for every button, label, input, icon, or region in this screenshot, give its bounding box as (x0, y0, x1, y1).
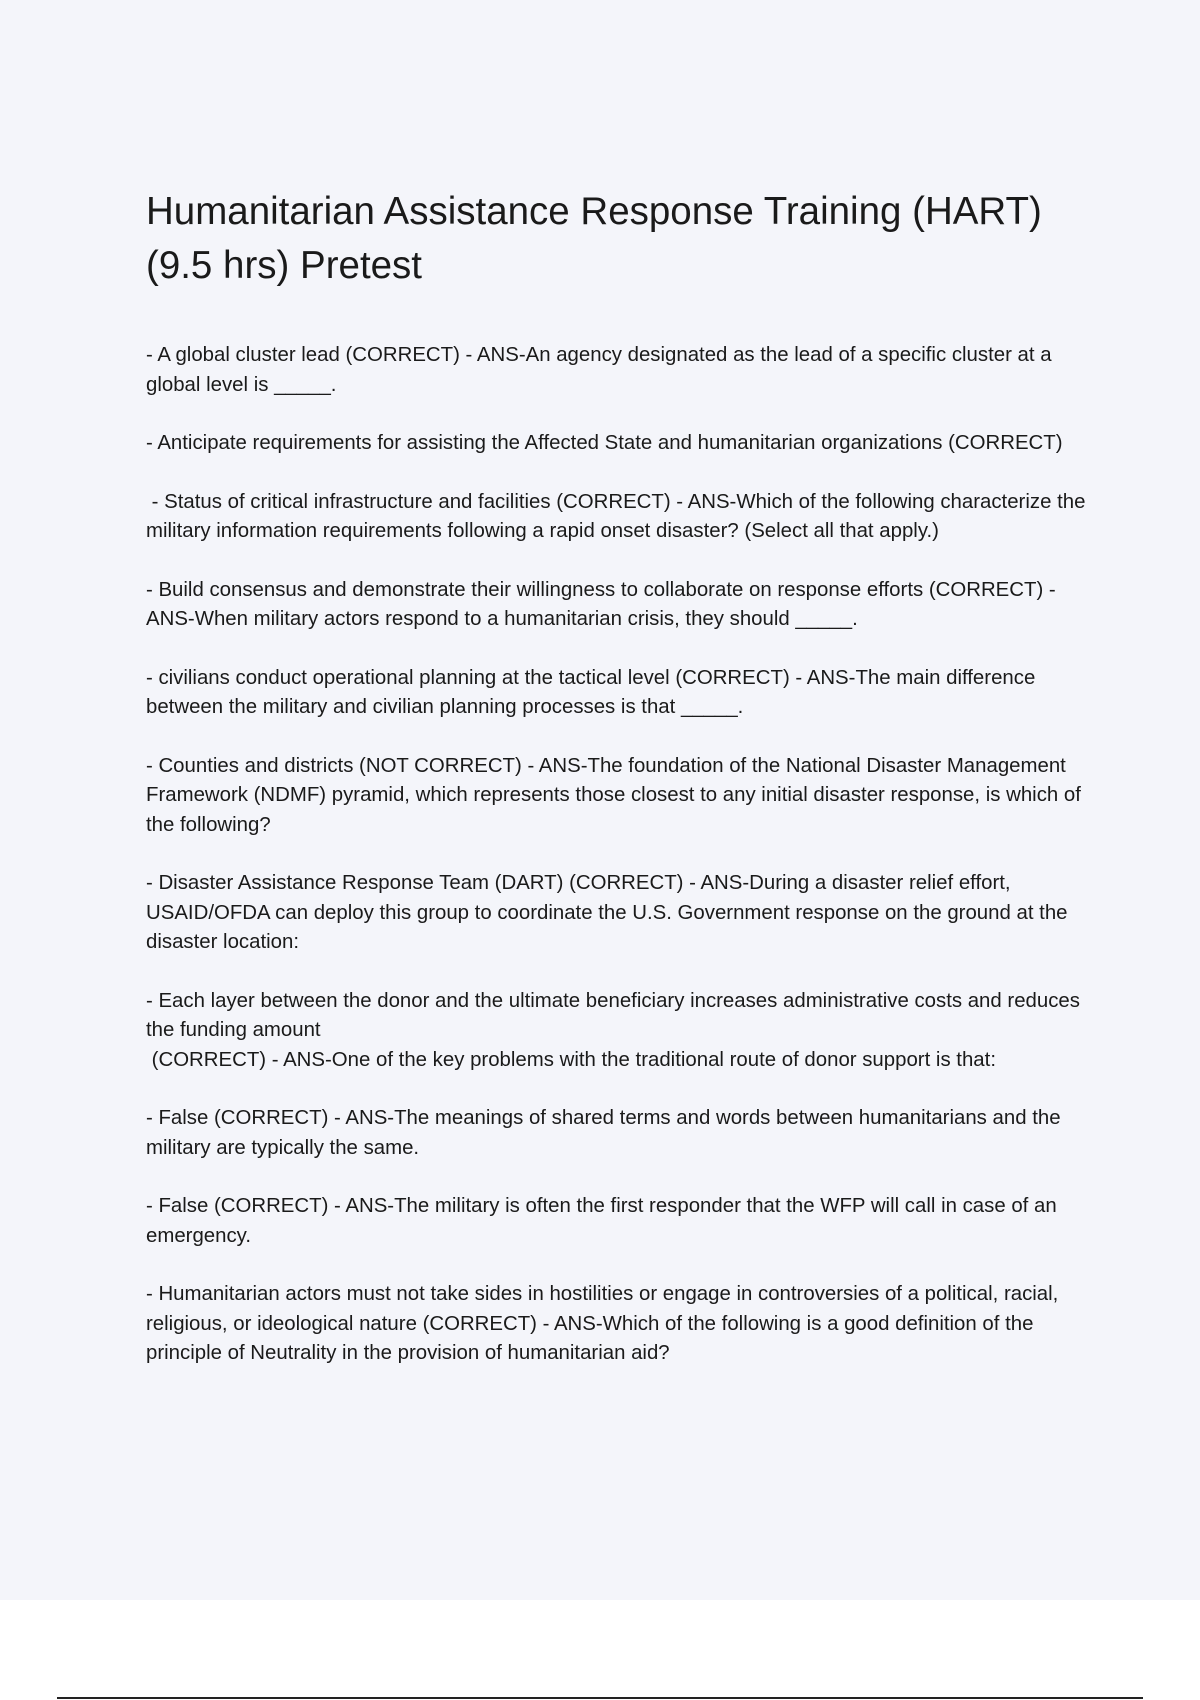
qa-item: - False (CORRECT) - ANS-The meanings of shared terms and words between humanitarians and the military are typically the same. (146, 1107, 1067, 1159)
qa-item: - Build consensus and demonstrate their willingness to collaborate on response efforts (CORRECT) - ANS-When military actors respond to a humanitarian crisis, they should _____. (146, 578, 1061, 630)
footer-divider (57, 1697, 1143, 1699)
document-content (146, 185, 1096, 1398)
qa-item: - Each layer between the donor and the ultimate beneficiary increases administrative costs and reduces the funding amount (CORRECT) - ANS-One of the key problems with the traditional route of donor support is that: (146, 989, 1080, 1071)
qa-item: - Disaster Assistance Response Team (DART) (CORRECT) - ANS-During a disaster relief effort, USAID/OFDA can deploy this group to coordinate the U.S. Government response on the ground at the disaster location: (146, 872, 1074, 953)
document-title: Humanitarian Assistance Response Training (HART) (9.5 hrs) Pretest (146, 190, 1042, 287)
qa-item: - False (CORRECT) - ANS-The military is often the first responder that the WFP will call in case of an emergency. (146, 1195, 1063, 1247)
qa-item: - Humanitarian actors must not take sides in hostilities or engage in controversies of a political, racial, religious, or ideological nature (CORRECT) - ANS-Which of the following is a good definition of the principle of Neutrality in the provision of humanitarian aid? (146, 1283, 1065, 1364)
qa-item: - civilians conduct operational planning at the tactical level (CORRECT) - ANS-The main difference between the military and civilian planning processes is that _____. (146, 666, 1041, 718)
qa-item: - A global cluster lead (CORRECT) - ANS-An agency designated as the lead of a specific cluster at a global level is _____. (146, 344, 1058, 396)
qa-item: - Anticipate requirements for assisting the Affected State and humanitarian organizations (CORRECT) (146, 432, 1063, 454)
qa-item: - Status of critical infrastructure and facilities (CORRECT) - ANS-Which of the following characterize the military information requirements following a rapid onset disaster? (Select all that apply.) (146, 490, 1092, 542)
qa-item: - Counties and districts (NOT CORRECT) - ANS-The foundation of the National Disaster Management Framework (NDMF) pyramid, which represents those closest to any initial disaster response, is which of the following? (146, 754, 1087, 836)
